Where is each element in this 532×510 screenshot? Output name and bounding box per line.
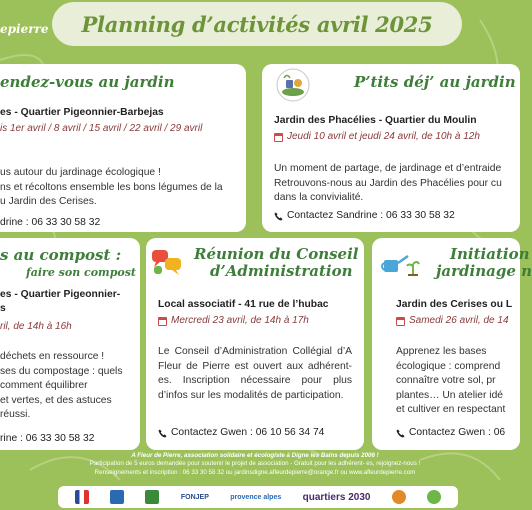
event-date: [0, 320, 72, 334]
republique-logo-icon: [75, 490, 89, 504]
event-place: es - Quartier Pigeonnier-Barbejas: [0, 107, 164, 118]
card-title: s au compost :: [0, 246, 122, 264]
calendar-icon: [396, 317, 405, 326]
description-line: Apprenez les bases: [396, 346, 487, 357]
description-line: u Jardin des Cerises.: [0, 196, 97, 208]
card-title: P’tits déj’ au jardin: [354, 73, 516, 91]
card-subtitle: faire son compost: [26, 266, 136, 279]
contact-text: Contactez Gwen : 06 10 56 34 74: [171, 427, 325, 438]
partner-logos: [58, 486, 458, 508]
region-logo: provence alpes: [230, 493, 282, 501]
event-date-text: Mercredi 23 avril, de 14h à 17h: [171, 315, 309, 326]
event-description: [274, 162, 502, 206]
event-contact: [0, 216, 100, 231]
description-line: dans la convivialité.: [274, 192, 364, 204]
event-contact: [274, 209, 455, 224]
event-date: [396, 314, 509, 328]
footer-info: [0, 452, 510, 477]
card-title-line: d’Administration: [210, 262, 353, 280]
contact-text: rine : 06 33 30 58 32: [0, 433, 95, 444]
event-description: [0, 350, 123, 423]
description-text: Le Conseil d’Administration Collégial d’A Fleur de Pierre est ouvert aux adhérent-es. Inscription nécessaire pour plus d’infos sur les modalités de participation.: [158, 346, 352, 401]
event-place: Local associatif - 41 rue de l’hubac: [158, 299, 329, 310]
event-date-text: is 1er avril / 8 avril / 15 avril / 22 avril / 29 avril: [0, 123, 203, 134]
description-line: déchets en ressource !: [0, 351, 105, 362]
event-date-text: Jeudi 10 avril et jeudi 24 avril, de 10h à 12h: [287, 131, 480, 142]
description-line: us autour du jardinage écologique !: [0, 167, 161, 178]
event-date: [274, 130, 480, 144]
partner-logo-icon: [392, 490, 406, 504]
calendar-icon: [158, 317, 167, 326]
card-title-line: jardinage n: [436, 262, 532, 280]
description-line: plantes… Un atelier idé: [396, 389, 504, 401]
event-date-text: ril, de 14h à 16h: [0, 321, 72, 332]
description-line: ses du compostage : quels: [0, 365, 123, 377]
brand-name: epierre: [0, 22, 49, 36]
description-line: écologique : comprend: [396, 360, 501, 372]
description-line: Retrouvons-nous au Jardin des Phacélies pour cu: [274, 177, 502, 189]
footer-line: Renseignements et inscription : 06 33 30 58 32 ou jardinsdigne.afleurdepierre@orange.fr ou www.afleurdepierre.com: [94, 468, 416, 476]
contact-text: Contactez Sandrine : 06 33 30 58 32: [287, 210, 455, 221]
description-line: ns et récoltons ensemble les bons légumes de la: [0, 181, 223, 193]
description-line: connaître votre sol, pr: [396, 375, 496, 387]
card-title-line: Initiation: [450, 245, 530, 263]
event-date: [0, 122, 202, 136]
contact-text: drine : 06 33 30 58 32: [0, 217, 101, 228]
place-line: s: [0, 303, 6, 315]
description-line: et cultiver en respectant: [396, 404, 506, 416]
calendar-icon: [274, 133, 283, 142]
page-title: Planning d’activités avril 2025: [81, 11, 433, 37]
partner-logo-icon: [110, 490, 124, 504]
description-line: Un moment de partage, de jardinage et d’entraide: [274, 163, 502, 174]
place-line: es - Quartier Pigeonnier-: [0, 289, 121, 300]
card-title: endez-vous au jardin: [0, 73, 175, 91]
phone-icon: [158, 429, 167, 438]
description-line: comment équilibrer: [0, 380, 88, 392]
partner-logo-icon: [427, 490, 441, 504]
card-council: [146, 238, 364, 450]
breakfast-illustration-icon: [276, 68, 310, 102]
card-garden-meetup: [0, 64, 246, 232]
event-date: [158, 314, 309, 328]
partner-logo-icon: [145, 490, 159, 504]
event-contact: [0, 432, 94, 447]
event-contact: [158, 426, 324, 441]
event-description: [0, 166, 223, 210]
quartiers-logo: quartiers 2030: [302, 491, 371, 503]
description-line: et vertes, et des astuces: [0, 394, 112, 406]
phone-icon: [274, 212, 283, 221]
event-place: [0, 288, 120, 317]
phone-icon: [396, 429, 405, 438]
fonjep-logo: FONJEP: [180, 493, 209, 501]
event-contact: [396, 426, 505, 441]
event-place: Jardin des Cerises ou L: [396, 299, 513, 310]
card-initiation: [372, 238, 532, 450]
speech-bubbles-icon: [151, 248, 183, 278]
card-compost: [0, 238, 140, 450]
description-line: réussi.: [0, 409, 31, 421]
contact-text: Contactez Gwen : 06: [409, 427, 506, 438]
event-place: Jardin des Phacélies - Quartier du Moulin: [274, 115, 477, 126]
event-description: [158, 345, 352, 403]
card-breakfast: [262, 64, 520, 232]
watering-can-icon: [380, 250, 420, 280]
card-title-line: Réunion du Conseil: [194, 245, 359, 263]
footer-line: A Fleur de Pierre, association solidaire et écologiste à Digne les Bains depuis 2006 !: [131, 452, 379, 459]
event-description: [396, 345, 505, 418]
event-date-text: Samedi 26 avril, de 14: [409, 315, 509, 326]
footer-line: Participation de 5 euros demandée pour soutenir le projet de association - Gratuit pour les adhérent- es, rejoignez-nous !: [89, 460, 421, 468]
page-title-banner: [52, 2, 462, 46]
